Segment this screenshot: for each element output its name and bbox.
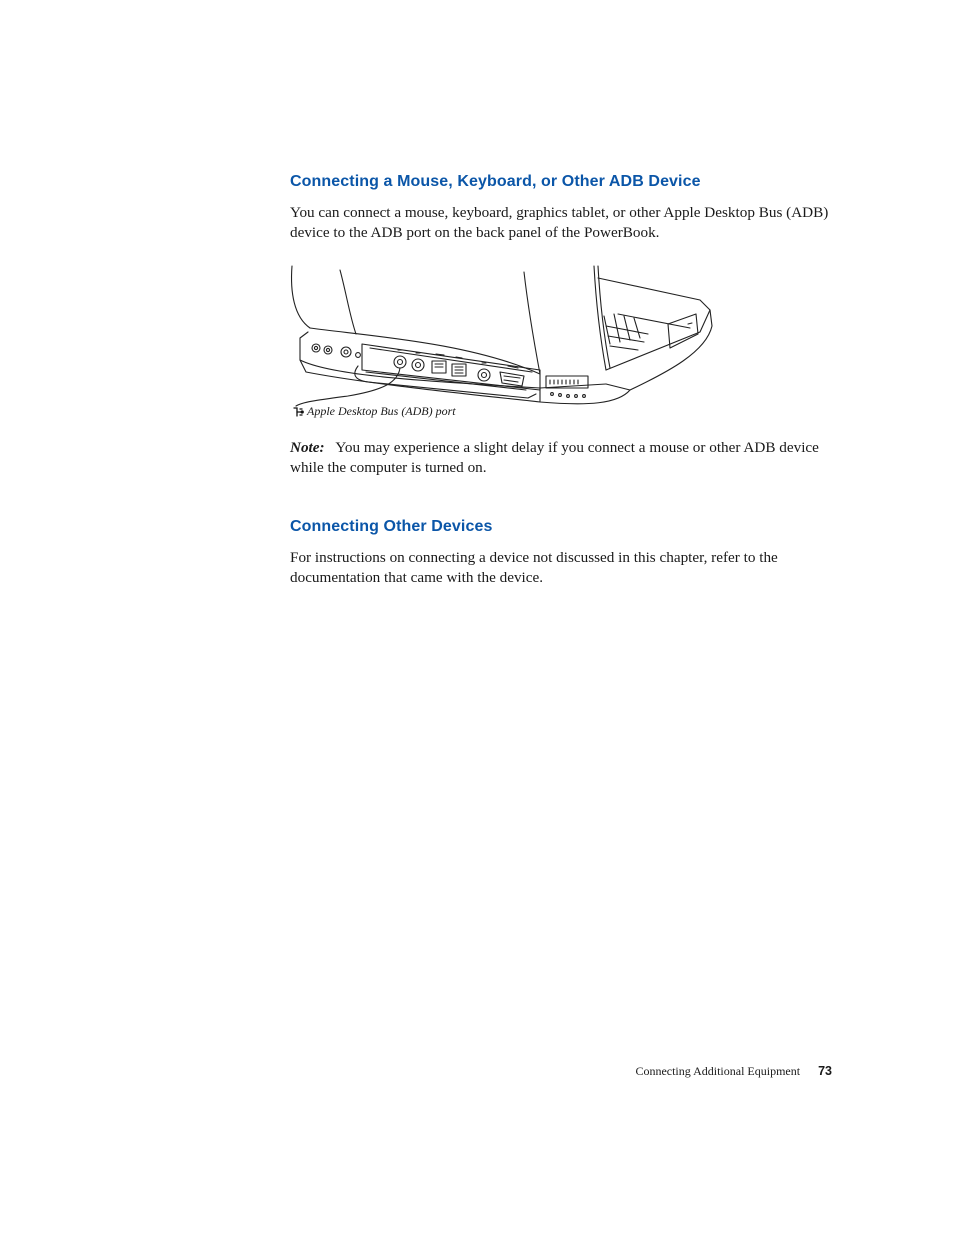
note-text: You may experience a slight delay if you connect a mouse or other ADB device while the computer is turned on. <box>290 439 819 476</box>
page-number: 73 <box>818 1064 832 1078</box>
section-heading-adb: Connecting a Mouse, Keyboard, or Other ADB Device <box>290 173 701 190</box>
adb-port-callout <box>292 404 456 419</box>
adb-port-icon <box>292 406 304 418</box>
note-paragraph <box>290 438 835 478</box>
powerbook-back-panel-illustration <box>288 262 718 422</box>
footer-chapter-title: Connecting Additional Equipment <box>635 1064 801 1078</box>
adb-port-label: Apple Desktop Bus (ADB) port <box>307 404 456 418</box>
section-body-adb: You can connect a mouse, keyboard, graphics tablet, or other Apple Desktop Bus (ADB) device to the ADB port on the back panel of the PowerBook. <box>290 204 829 241</box>
section-heading-other-devices: Connecting Other Devices <box>290 518 493 535</box>
note-label: Note: <box>290 439 325 456</box>
page-footer <box>560 1064 832 1079</box>
section-body-other-devices: For instructions on connecting a device not discussed in this chapter, refer to the documentation that came with the device. <box>290 549 778 586</box>
